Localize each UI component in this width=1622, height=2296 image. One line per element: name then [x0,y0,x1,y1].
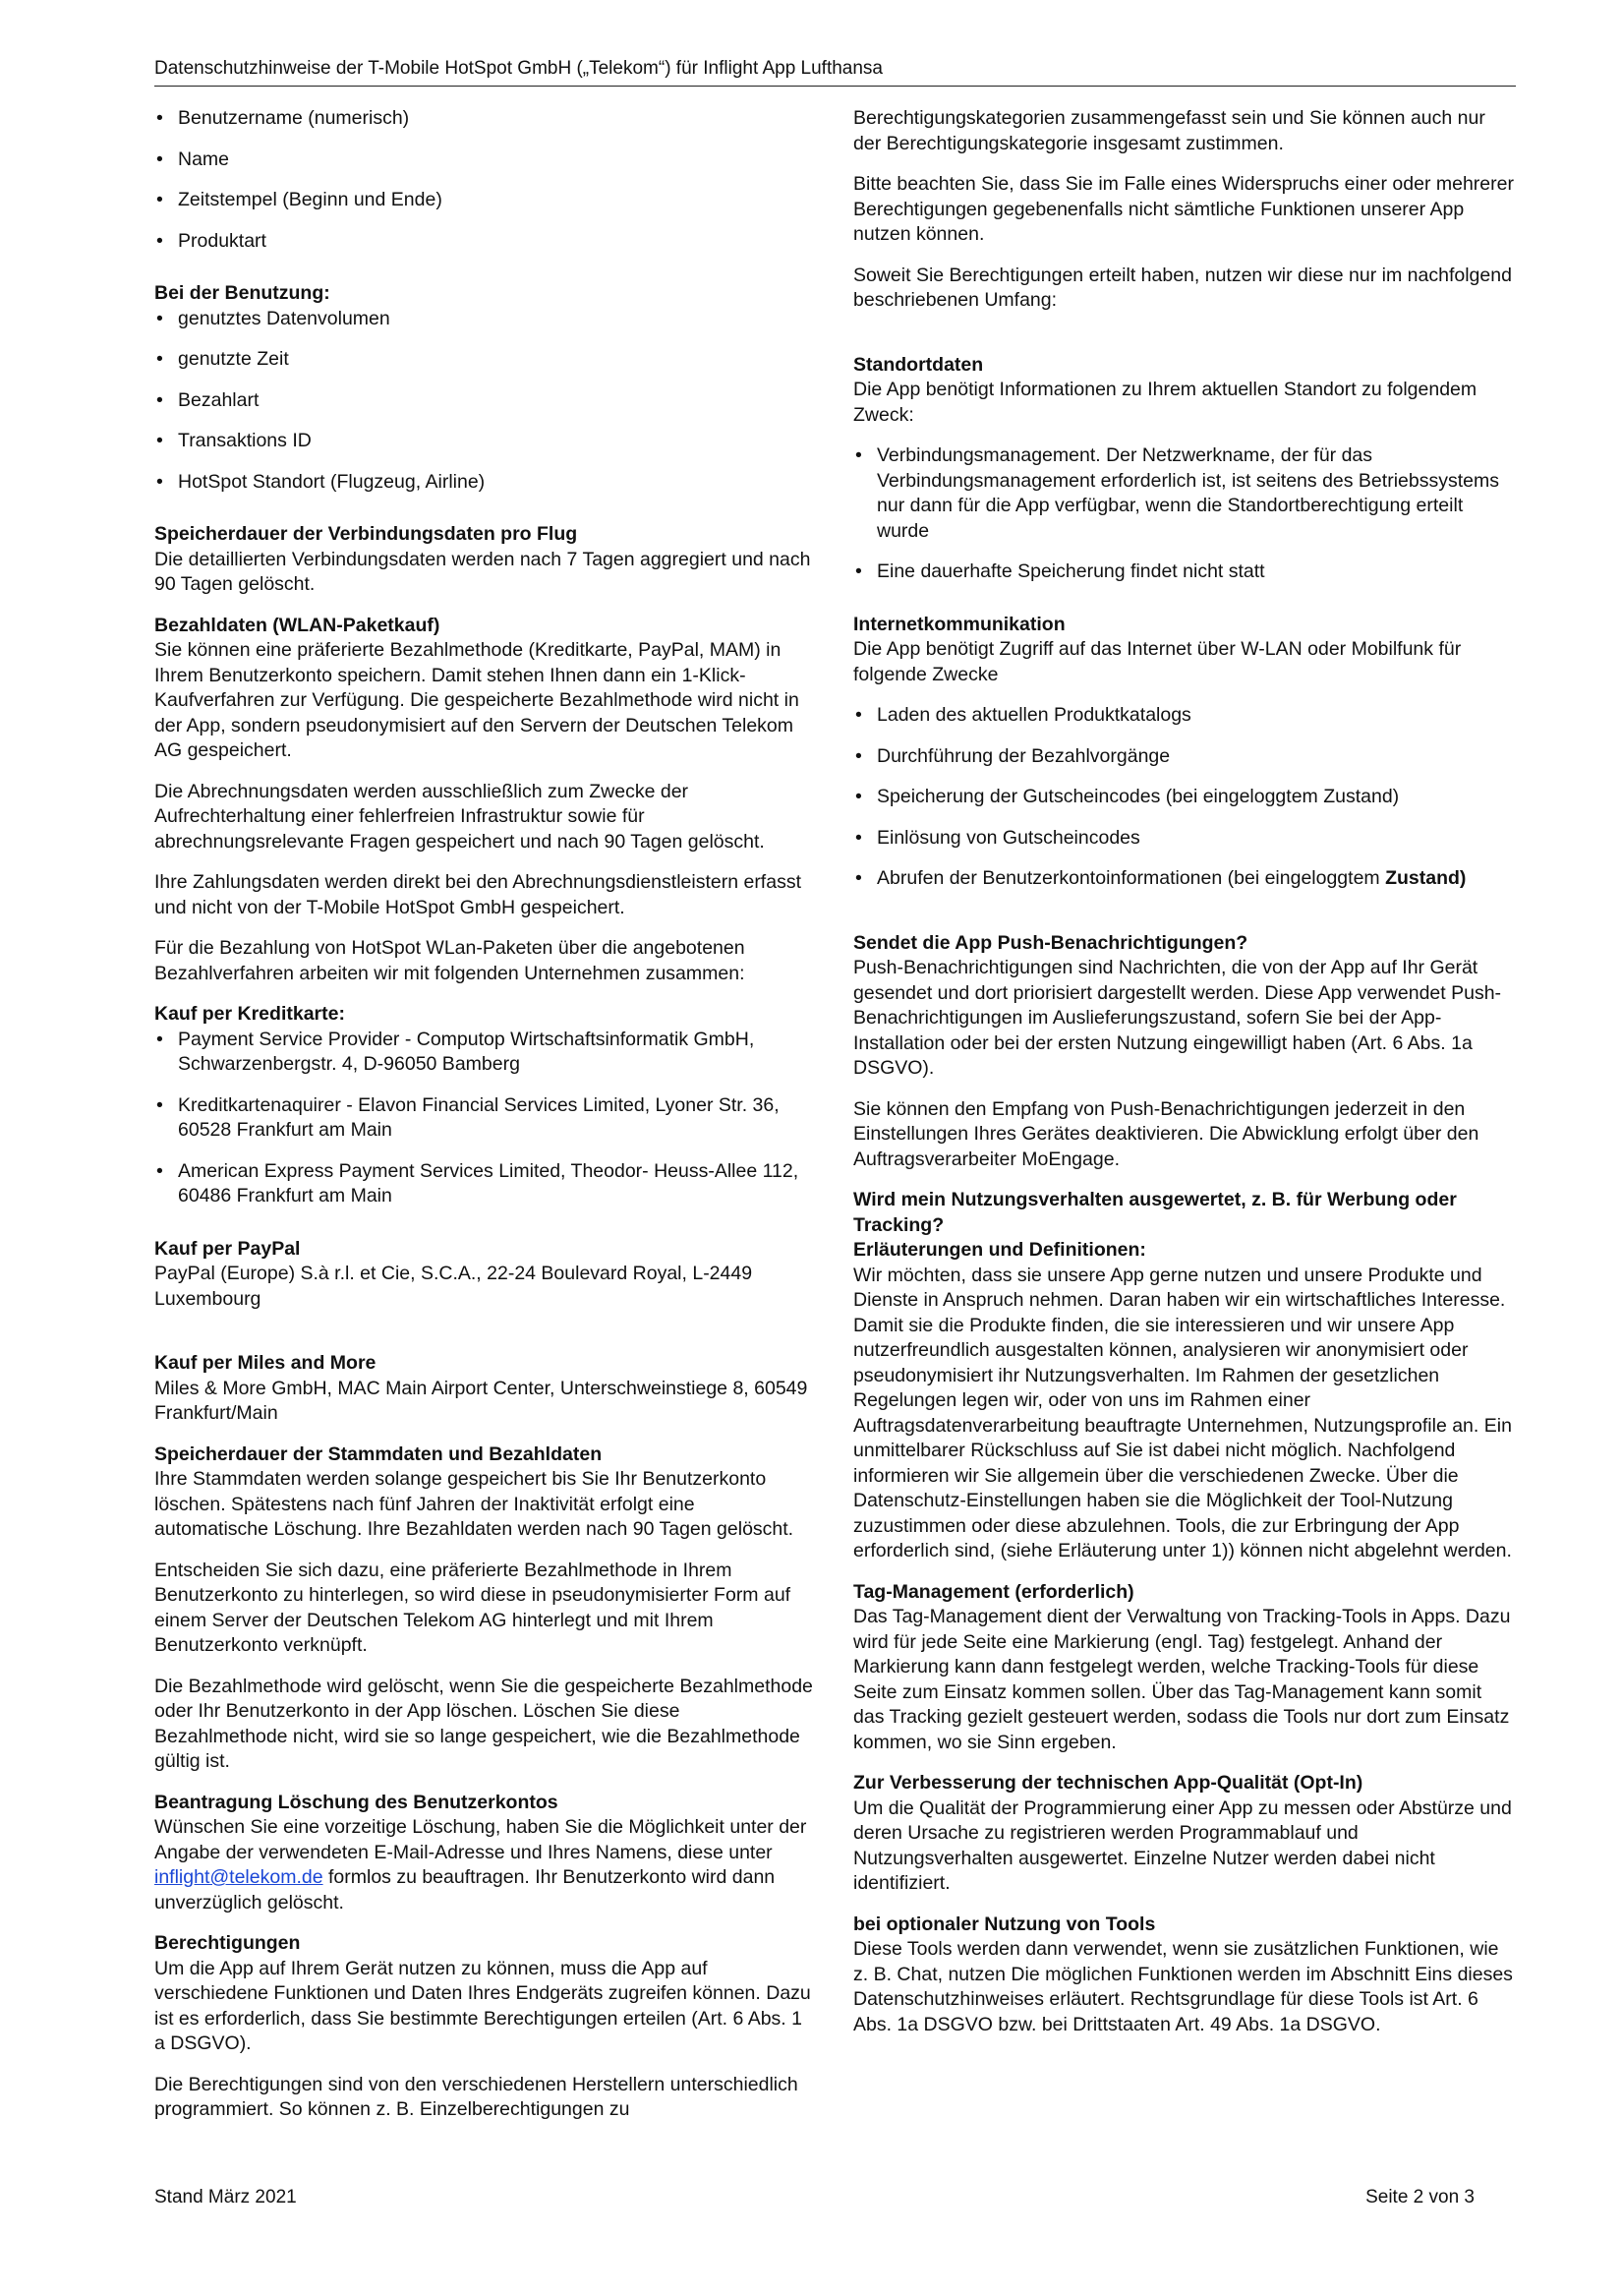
speicherdauer-stamm-paragraph: Ihre Stammdaten werden solange gespeichert bis Sie Ihr Benutzerkonto löschen. Spätestens nach fünf Jahren der Inaktivität erfolgt eine automatische Löschung. Ihre Bezahldaten werden nach 90 Tagen gelöscht. [154,1468,794,1540]
speicherdauer-verbindung-text: Die detaillierten Verbindungsdaten werden nach 7 Tagen aggregiert und nach 90 Tagen gelöscht. [154,548,811,595]
standortdaten-list [853,443,1514,585]
loeschung-section [154,1791,813,1916]
bezahldaten-paragraph: Für die Bezahlung von HotSpot WLan-Paketen über die angebotenen Bezahlverfahren arbeiten wir mit folgenden Unternehmen zusammen: [154,937,745,984]
internet-text: Die App benötigt Zugriff auf das Internet über W-LAN oder Mobilfunk für folgende Zwecke [853,638,1462,685]
loeschung-text [154,1815,813,1915]
list-item: • HotSpot Standort (Flugzeug, Airline) [154,470,813,496]
list-item: • genutzte Zeit [154,347,813,373]
tag-management-text: Das Tag-Management dient der Verwaltung von Tracking-Tools in Apps. Dazu wird für jede Seite eine Markierung (engl. Tag) festgelegt. Anhand der Markierung kann dann festgelegt werden, welche Tracking-Tools für diese Seite zum Einsatz kommen sollen. Über das Tag-Management kann somit das Tracking gezielt gesteuert werden, sodass die Tools nur dort zum Einsatz kommen, wo sie Sinn ergeben. [853,1606,1511,1753]
list-item: • Speicherung der Gutscheincodes (bei eingeloggtem Zustand) [853,785,1514,810]
list-item: • Verbindungsmanagement. Der Netzwerkname, der für das Verbindungsmanagement erforderlich ist, ist seitens des Betriebssystems nur dann für die App verfügbar, wenn die Standortberechtigung erteilt wurde [853,443,1514,544]
benutzung-heading: Bei der Benutzung: [154,282,330,304]
list-item-bold-text: Zustand) [1385,867,1467,889]
push-paragraph: Push-Benachrichtigungen sind Nachrichten, die von der App auf Ihr Gerät gesendet und dort priorisiert dargestellt werden. Diese App verwendet Push-Benachrichtigungen im Auslieferungszustand, sofern Sie bei der App-Installation oder bei der ersten Nutzung eingewilligt haben (Art. 6 Abs. 1a DSGVO). [853,957,1502,1079]
speicherdauer-stamm-section [154,1442,813,1775]
tracking-section [853,1188,1514,1564]
berechtigungen-continued [853,106,1514,314]
paypal-section [154,1237,813,1313]
speicherdauer-stamm-heading: Speicherdauer der Stammdaten und Bezahldaten [154,1442,603,1465]
bezahldaten-paragraph: Sie können eine präferierte Bezahlmethode (Kreditkarte, PayPal, MAM) in Ihrem Benutzerkonto speichern. Damit stehen Ihnen dann ein 1-Klick-Kaufverfahren zur Verfügung. Die gespeicherte Bezahlmethode wird nicht in der App, sondern pseudonymisiert auf den Servern der Deutschen Telekom AG gespeichert. [154,639,799,761]
email-link[interactable]: inflight@telekom.de [154,1866,323,1888]
bezahldaten-heading: Bezahldaten (WLAN-Paketkauf) [154,614,440,636]
list-item: • Transaktions ID [154,429,813,454]
app-qualitaet-text: Um die Qualität der Programmierung einer App zu messen oder Abstürze und deren Ursache zu registrieren werden Programmablauf und Nutzungsverhalten ausgewertet. Einzelne Nutzer werden dabei nicht identifiziert. [853,1796,1512,1894]
list-item [853,866,1514,892]
miles-section [154,1351,813,1427]
berechtigungen-paragraph: Die Berechtigungen sind von den verschiedenen Herstellern unterschiedlich programmiert. So können z. B. Einzelberechtigungen zu [154,2073,798,2120]
benutzung-section [154,281,813,495]
standortdaten-text: Die App benötigt Informationen zu Ihrem aktuellen Standort zu folgendem Zweck: [853,379,1477,426]
paypal-heading: Kauf per PayPal [154,1237,301,1260]
internet-list [853,703,1514,892]
loeschung-text-after: formlos zu beauftragen. Ihr Benutzerkonto wird dann unverzüglich gelöscht. [154,1866,776,1913]
list-item: • genutztes Datenvolumen [154,307,813,332]
app-qualitaet-heading: Zur Verbesserung der technischen App-Qualität (Opt-In) [853,1772,1363,1794]
tag-management-heading: Tag-Management (erforderlich) [853,1580,1134,1603]
list-item: • Eine dauerhafte Speicherung findet nicht statt [853,559,1514,585]
speicherdauer-verbindung-heading: Speicherdauer der Verbindungsdaten pro Flug [154,523,578,545]
tracking-text: Wir möchten, dass sie unsere App gerne nutzen und unsere Produkte und Dienste in Anspruch nehmen. Daran haben wir ein wirtschaftliches Interesse. Damit sie die Produkte finden, die sie interessieren und wir unsere App nutzerfreundlich ausgestalten können, analysieren wir anonymisiert oder pseudonymisiert ihr Nutzungsverhalten. Im Rahmen der gesetzlichen Regelungen legen wir, oder von uns im Rahmen einer Auftragsdatenverarbeitung beauftragte Unternehmen, Nutzungsprofile an. Ein unmittelbarer Rückschluss auf Sie ist dabei nicht möglich. Nachfolgend informieren wir Sie allgemein über die verschiedenen Zwecke. Über die Datenschutz-Einstellungen haben sie die Möglichkeit der Tool-Nutzung zuzustimmen oder diese abzulehnen. Tools, die zur Erbringung der App erforderlich sind, (siehe Erläuterung unter 1)) können nicht abgelehnt werden. [853,1264,1512,1561]
push-heading: Sendet die App Push-Benachrichtigungen? [853,931,1248,954]
miles-text: Miles & More GmbH, MAC Main Airport Center, Unterschweinstiege 8, 60549 Frankfurt/Main [154,1377,808,1424]
tracking-subheading: Erläuterungen und Definitionen: [853,1239,1146,1261]
list-item: • Payment Service Provider - Computop Wirtschaftsinformatik GmbH, Schwarzenbergstr. 4, D-96050 Bamberg [154,1028,813,1078]
tag-management-section [853,1580,1514,1756]
bezahldaten-paragraph: Die Abrechnungsdaten werden ausschließlich zum Zwecke der Aufrechterhaltung einer fehlerfreien Infrastruktur sowie für abrechnungsrelevante Fragen gespeichert und nach 90 Tagen gelöscht. [154,780,765,853]
optional-tools-text: Diese Tools werden dann verwendet, wenn sie zusätzlichen Funktionen, wie z. B. Chat, nutzen Die möglichen Funktionen werden im Abschnitt Eins dieses Datenschutzhinweises erläutert. Rechtsgrundlage für diese Tools ist Art. 6 Abs. 1a DSGVO bzw. bei Drittstaaten Art. 49 Abs. 1a DSGVO. [853,1938,1513,2035]
list-item: • Zeitstempel (Beginn und Ende) [154,188,813,213]
kreditkarte-section [154,1002,813,1209]
standortdaten-section [853,353,1514,585]
speicherdauer-verbindung-section [154,522,813,598]
list-item: • Kreditkartenaquirer - Elavon Financial Services Limited, Lyoner Str. 36, 60528 Frankfurt am Main [154,1093,813,1144]
push-paragraph: Sie können den Empfang von Push-Benachrichtigungen jederzeit in den Einstellungen Ihres Gerätes deaktivieren. Die Abwicklung erfolgt über den Auftragsverarbeiter MoEngage. [853,1097,1479,1170]
loeschung-text-before: Wünschen Sie eine vorzeitige Löschung, haben Sie die Möglichkeit unter der Angabe der verwendeten E-Mail-Adresse und Ihres Namens, diese unter [154,1816,807,1863]
berechtigungen-cont-paragraph: Soweit Sie Berechtigungen erteilt haben, nutzen wir diese nur im nachfolgend beschriebenen Umfang: [853,264,1512,311]
list-item: • Durchführung der Bezahlvorgänge [853,744,1514,770]
standortdaten-heading: Standortdaten [853,353,984,376]
speicherdauer-stamm-paragraph: Entscheiden Sie sich dazu, eine präferierte Bezahlmethode in Ihrem Benutzerkonto zu hinterlegen, so wird diese in pseudonymisierter Form auf einem Server der Deutschen Telekom AG hinterlegt und mit Ihrem Benutzerkonto verknüpft. [154,1559,791,1656]
paypal-text: PayPal (Europe) S.à r.l. et Cie, S.C.A., 22-24 Boulevard Royal, L-2449 Luxembourg [154,1263,753,1310]
footer-page-number: Seite 2 von 3 [1365,2187,1475,2208]
push-section [853,931,1514,1173]
list-item: • Bezahlart [154,388,813,414]
stammdaten-list [154,106,813,254]
miles-heading: Kauf per Miles and More [154,1352,377,1374]
list-item: • American Express Payment Services Limited, Theodor- Heuss-Allee 112, 60486 Frankfurt am Main [154,1159,813,1209]
berechtigungen-section [154,1931,813,2123]
footer-stand: Stand März 2021 [154,2187,297,2208]
benutzung-list [154,307,813,496]
loeschung-heading: Beantragung Löschung des Benutzerkontos [154,1791,558,1813]
kreditkarte-heading: Kauf per Kreditkarte: [154,1003,345,1025]
bezahldaten-paragraph: Ihre Zahlungsdaten werden direkt bei den Abrechnungsdienstleistern erfasst und nicht von der T-Mobile HotSpot GmbH gespeichert. [154,871,801,918]
speicherdauer-stamm-paragraph: Die Bezahlmethode wird gelöscht, wenn Sie die gespeicherte Bezahlmethode oder Ihr Benutzerkonto in der App löschen. Löschen Sie diese Bezahlmethode nicht, wird sie so lange gespeichert, wie die Bezahlmethode gültig ist. [154,1675,813,1772]
optional-tools-heading: bei optionaler Nutzung von Tools [853,1913,1156,1935]
list-item: • Einlösung von Gutscheincodes [853,826,1514,852]
list-item: • Name [154,147,813,173]
tracking-heading: Wird mein Nutzungsverhalten ausgewertet, z. B. für Werbung oder Tracking? [853,1189,1457,1236]
optional-tools-section [853,1913,1514,2038]
berechtigungen-paragraph: Um die App auf Ihrem Gerät nutzen zu können, muss die App auf verschiedene Funktionen und Daten Ihres Endgeräts zugreifen können. Dazu ist es erforderlich, dass Sie bestimmte Berechtigungen erteilen (Art. 6 Abs. 1 a DSGVO). [154,1957,811,2054]
list-item: • Benutzername (numerisch) [154,106,813,132]
kreditkarte-list [154,1028,813,1209]
list-item: • Produktart [154,229,813,255]
berechtigungen-cont-paragraph: Bitte beachten Sie, dass Sie im Falle eines Widerspruchs einer oder mehrerer Berechtigungen gegebenenfalls nicht sämtliche Funktionen unserer App nutzen können. [853,173,1514,245]
internet-section [853,613,1514,892]
berechtigungen-heading: Berechtigungen [154,1932,301,1954]
berechtigungen-cont-paragraph: Berechtigungskategorien zusammengefasst sein und Sie können auch nur der Berechtigungskategorie insgesamt zustimmen. [853,107,1485,154]
list-item-text: Abrufen der Benutzerkontoinformationen (bei eingeloggtem [877,867,1386,889]
bezahldaten-section [154,614,813,987]
right-column [853,106,1514,2053]
page-header: Datenschutzhinweise der T-Mobile HotSpot GmbH („Telekom“) für Inflight App Lufthansa [154,57,1516,87]
list-item: • Laden des aktuellen Produktkatalogs [853,703,1514,729]
left-column [154,106,813,2139]
app-qualitaet-section [853,1771,1514,1897]
internet-heading: Internetkommunikation [853,613,1066,635]
